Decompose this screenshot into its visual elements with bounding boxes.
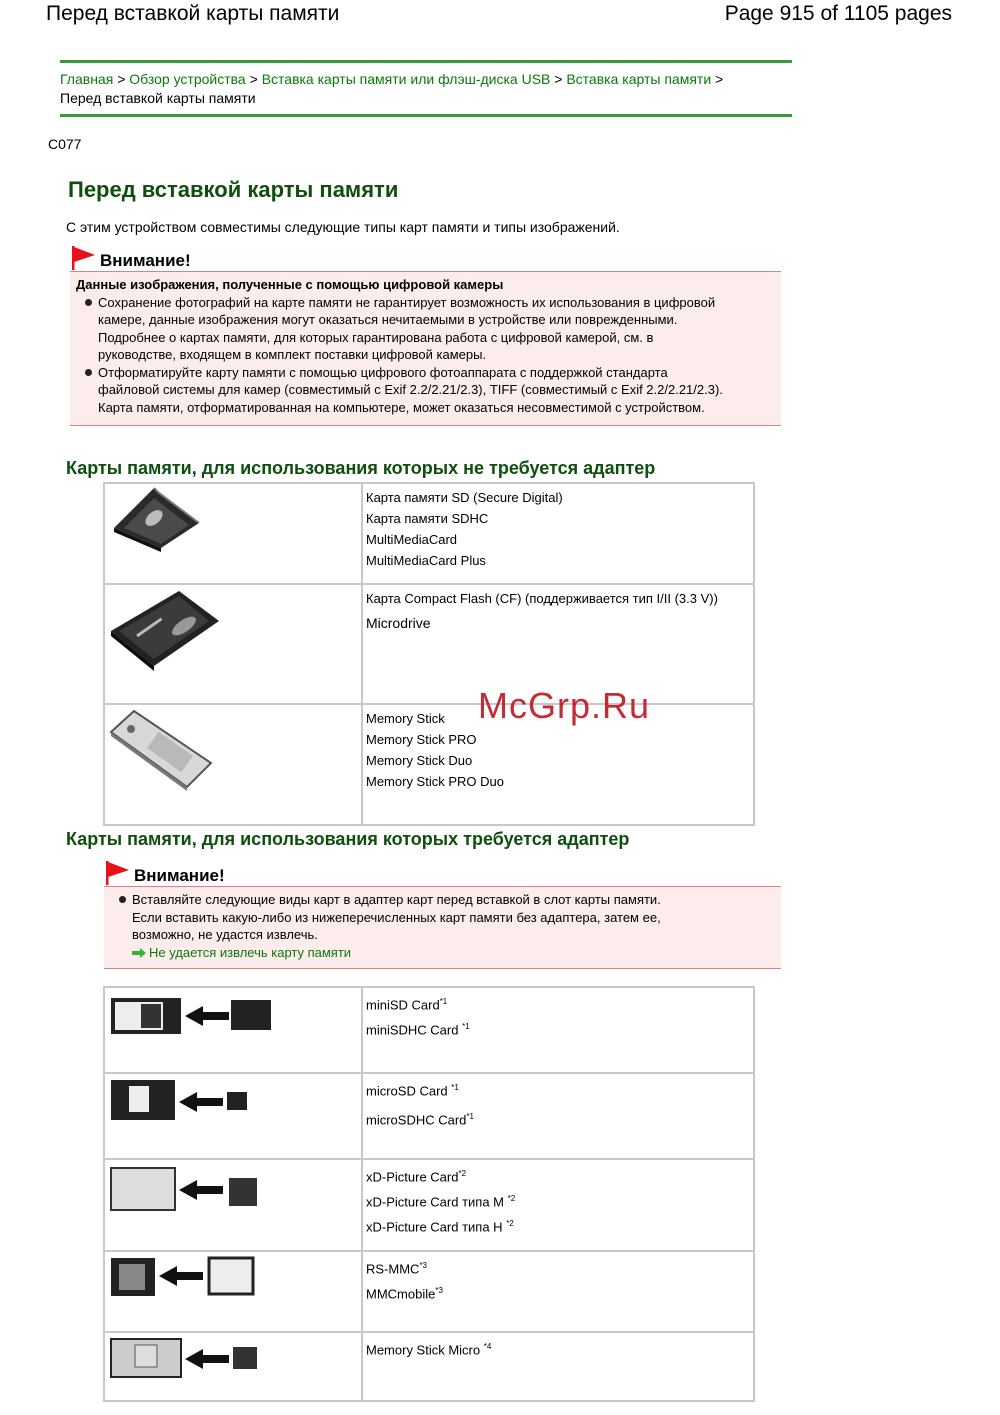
cannot-remove-card-link[interactable]: Не удается извлечь карту памяти <box>149 944 352 960</box>
intro-text: С этим устройством совместимы следующие типы карт памяти и типы изображений. <box>66 219 620 235</box>
caution-bullet: Вставляйте следующие виды карт в адаптер карт перед вставкой в слот карты памяти. Если вставить какую-либо из нижеперечисленных карт памяти без адаптера, затем ее, возможно, не удастся извлечь. Не удается извлечь карту памяти <box>132 891 775 961</box>
rs-mmc-adapter-icon <box>105 1252 361 1326</box>
caution-bullet: Сохранение фотографий на карте памяти не гарантирует возможность их использования в цифровой камере, данные изображения могут оказаться нечитаемыми в устройстве или поврежденными. Подробнее о картах памяти, для которых гарантирована работа с цифровой камерой, см. в руководстве, входящем в комплект поставки цифровой камеры. <box>98 294 775 364</box>
table-row <box>104 1159 754 1251</box>
card-type-label: MultiMediaCard Plus <box>366 553 486 568</box>
card-type-label: Memory Stick PRO Duo <box>366 774 504 789</box>
document-header-title: Перед вставкой карты памяти <box>46 2 340 25</box>
card-type-label: Memory Stick PRO <box>366 732 477 747</box>
table-row <box>104 1073 754 1159</box>
caution-block-digital-camera <box>70 245 781 426</box>
red-flag-icon <box>70 245 96 271</box>
memory-stick-micro-adapter-icon <box>105 1333 361 1395</box>
card-type-label: MMCmobile$^{*3}$ <box>366 1286 443 1302</box>
compact-flash-card-icon <box>105 585 361 698</box>
caution-bullet: Отформатируйте карту памяти с помощью цифрового фотоаппарата с поддержкой стандарта файловой системы для камер (совместимый с Exif 2.2/2.21/2.3), TIFF (совместимый с Exif 2.2/2.21/2.3). Карта памяти, отформатированная на компьютере, может оказаться несовместимой с устройством. <box>98 364 775 417</box>
card-type-label: microSDHC Card$^{*1}$ <box>366 1112 474 1128</box>
page-title: Перед вставкой карты памяти <box>68 177 399 202</box>
card-type-label: xD-Picture Card типа M $^{*2}$ <box>366 1194 516 1210</box>
caution-heading: Внимание! <box>100 251 191 270</box>
table-row <box>104 1251 754 1332</box>
card-type-label: Карта памяти SD (Secure Digital) <box>366 490 563 505</box>
caution-subheading: Данные изображения, полученные с помощью цифровой камеры <box>76 277 504 292</box>
card-type-label: xD-Picture Card$^{*2}$ <box>366 1169 467 1185</box>
card-type-label: Memory Stick Duo <box>366 753 473 768</box>
caution-block-adapter <box>104 860 781 969</box>
breadcrumb-link-insert-card[interactable]: Вставка карты памяти <box>566 71 712 87</box>
document-code: C077 <box>48 136 82 152</box>
microsd-adapter-icon <box>105 1074 361 1153</box>
breadcrumb-current: Перед вставкой карты памяти <box>60 90 256 106</box>
caution-heading: Внимание! <box>134 866 225 885</box>
card-type-label: MultiMediaCard <box>366 532 458 547</box>
section-title-no-adapter: Карты памяти, для использования которых не требуется адаптер <box>66 458 656 478</box>
breadcrumb: Главная > Обзор устройства > Вставка карты памяти или флэш-диска USB > Вставка карты памяти > Перед вставкой карты памяти <box>60 60 792 117</box>
table-row <box>104 483 754 584</box>
card-type-label: microSD Card $^{*1}$ <box>366 1083 459 1099</box>
memory-stick-icon <box>105 705 361 819</box>
card-type-label: miniSDHC Card $^{*1}$ <box>366 1022 470 1038</box>
breadcrumb-link-device-overview[interactable]: Обзор устройства <box>129 71 246 87</box>
sd-card-icon <box>105 484 361 578</box>
section-title-with-adapter: Карты памяти, для использования которых требуется адаптер <box>66 829 630 849</box>
watermark: McGrp.Ru <box>478 685 651 726</box>
card-type-label: xD-Picture Card типа H $^{*2}$ <box>366 1219 514 1235</box>
card-type-label: Карта Compact Flash (CF) (поддерживается тип I/II (3.3 V)) <box>366 591 718 606</box>
card-type-label: Memory Stick <box>366 711 445 726</box>
card-type-label: Memory Stick Micro $^{*4}$ <box>366 1342 492 1358</box>
breadcrumb-link-insert-card-usb[interactable]: Вставка карты памяти или флэш-диска USB <box>261 71 551 87</box>
minisd-adapter-icon <box>105 988 361 1067</box>
xd-adapter-icon <box>105 1160 361 1245</box>
red-flag-icon <box>104 860 130 886</box>
card-type-label: Карта памяти SDHC <box>366 511 489 526</box>
breadcrumb-link-home[interactable]: Главная <box>60 71 114 87</box>
page-counter: Page 915 of 1105 pages <box>724 2 952 25</box>
cards-table-with-adapter <box>103 986 755 1402</box>
table-row <box>104 704 754 825</box>
table-row <box>104 1332 754 1401</box>
cards-table-no-adapter <box>103 482 755 826</box>
card-type-label: RS-MMC$^{*3}$ <box>366 1261 427 1277</box>
card-type-label: Microdrive <box>366 615 431 631</box>
arrow-right-icon <box>132 948 146 958</box>
card-type-label: miniSD Card$^{*1}$ <box>366 997 448 1013</box>
table-row <box>104 584 754 704</box>
table-row <box>104 987 754 1073</box>
